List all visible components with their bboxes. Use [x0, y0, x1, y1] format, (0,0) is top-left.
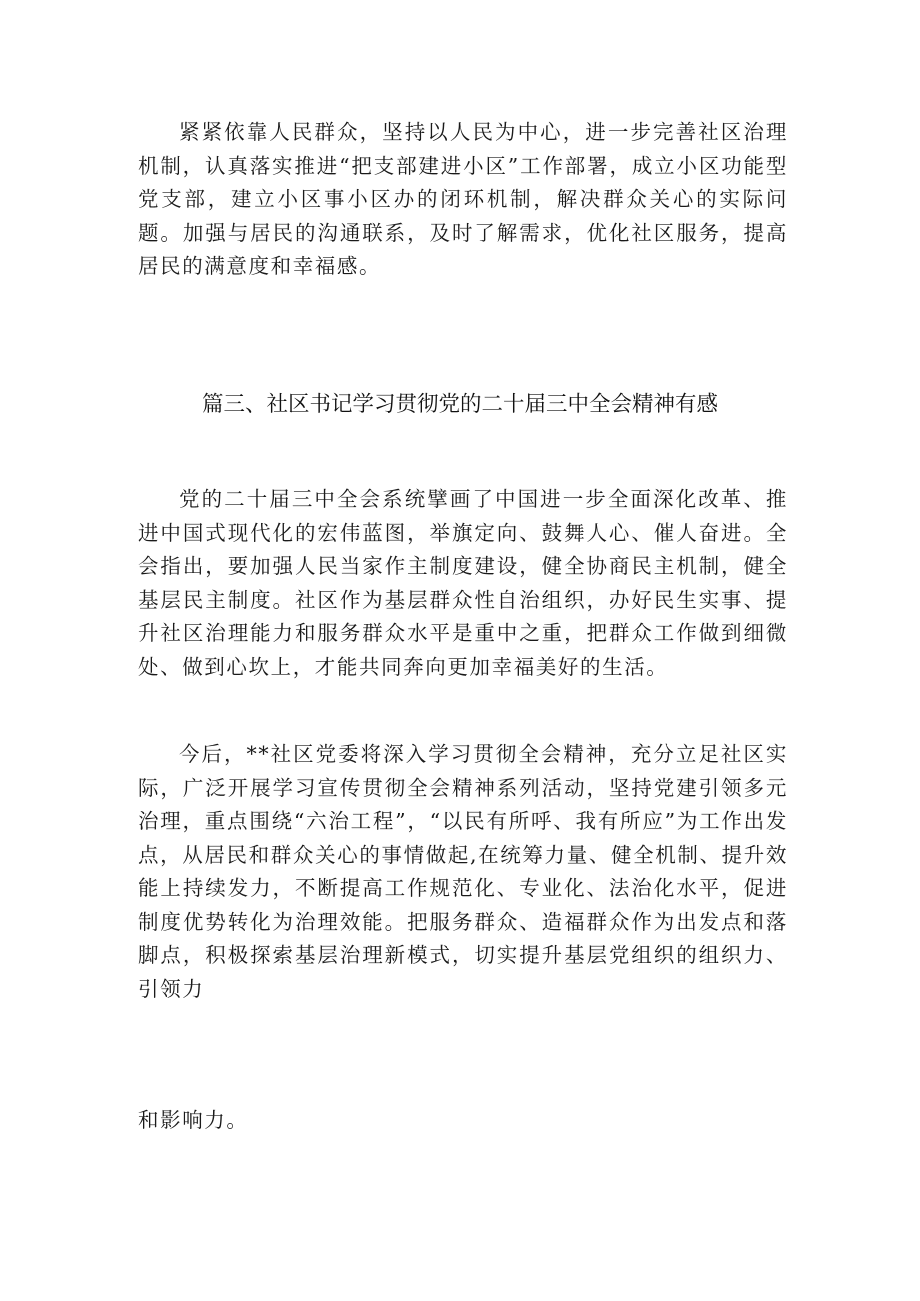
body-paragraph-3: 今后，**社区党委将深入学习贯彻全会精神，充分立足社区实际，广泛开展学习宣传贯彻全会精神系列活动，坚持党建引领多元治理，重点围绕“六治工程”，“以民有所呼、我有所应”为工作出发点，从居民和群众关心的事情做起,在统筹力量、健全机制、提升效能上持续发力，不断提高工作规范化、专业化、法治化水平，促进制度优势转化为治理效能。把服务群众、造福群众作为出发点和落脚点，积极探索基层治理新模式，切实提升基层党组织的组织力、引领力 — [138, 742, 788, 1001]
body-paragraph-2: 党的二十届三中全会系统擘画了中国进一步全面深化改革、推进中国式现代化的宏伟蓝图，举旗定向、鼓舞人心、催人奋进。全会指出，要加强人民当家作主制度建设，健全协商民主机制，健全基层民主制度。社区作为基层群众性自治组织，办好民生实事、提升社区治理能力和服务群众水平是重中之重，把群众工作做到细微处、做到心坎上，才能共同奔向更加幸福美好的生活。 — [138, 487, 788, 679]
body-paragraph-4: 和影响力。 — [138, 1108, 249, 1132]
body-paragraph-1: 紧紧依靠人民群众，坚持以人民为中心，进一步完善社区治理机制，认真落实推进“把支部建进小区”工作部署，成立小区功能型党支部，建立小区事小区办的闭环机制，解决群众关心的实际问题。加强与居民的沟通联系，及时了解需求，优化社区服务，提高居民的满意度和幸福感。 — [138, 120, 788, 278]
section-heading: 篇三、社区书记学习贯彻党的二十届三中全会精神有感 — [201, 392, 718, 417]
